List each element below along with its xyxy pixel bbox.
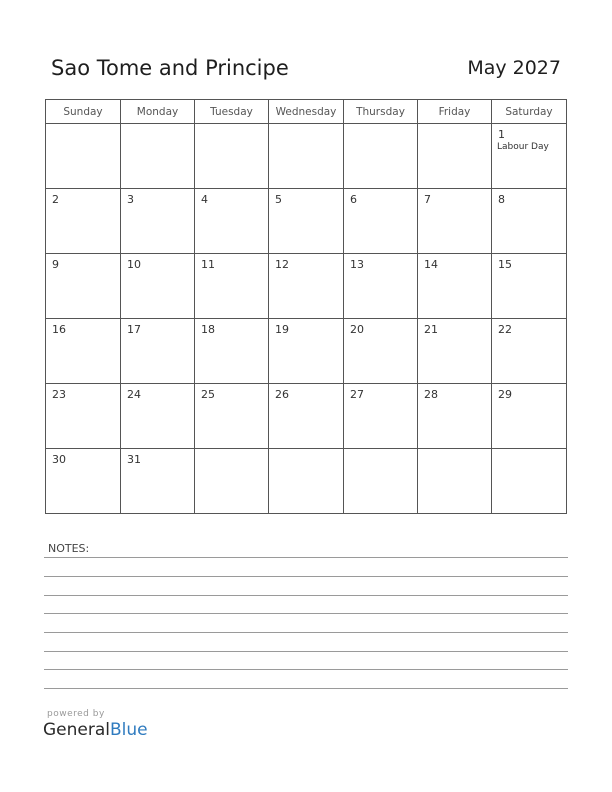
day-cell — [195, 319, 269, 384]
day-number: 18 — [201, 323, 215, 336]
day-cell — [121, 254, 195, 319]
day-number: 15 — [498, 258, 512, 271]
generalblue-logo[interactable] — [43, 720, 148, 740]
day-number: 9 — [52, 258, 59, 271]
day-cell — [418, 319, 492, 384]
day-cell — [46, 319, 121, 384]
day-number: 8 — [498, 193, 505, 206]
day-cell — [492, 124, 567, 189]
day-cell — [344, 189, 418, 254]
day-cell — [121, 449, 195, 514]
weekday-header-row — [46, 100, 567, 124]
week-row-1 — [46, 124, 567, 189]
day-number: 21 — [424, 323, 438, 336]
day-number — [344, 449, 417, 453]
day-cell — [121, 384, 195, 449]
powered-by-text: powered by — [47, 709, 105, 719]
day-cell — [46, 449, 121, 514]
day-cell — [121, 189, 195, 254]
day-number: 1 — [498, 128, 505, 141]
day-cell — [195, 124, 269, 189]
day-number — [46, 124, 120, 128]
day-number — [269, 449, 343, 453]
day-cell — [269, 319, 344, 384]
country-title: Sao Tome and Principe — [51, 56, 289, 80]
day-cell — [418, 189, 492, 254]
brand-blue-text: Blue — [110, 720, 148, 740]
weekday-friday: Friday — [418, 100, 492, 124]
week-row-2 — [46, 189, 567, 254]
day-number: 7 — [424, 193, 431, 206]
day-cell — [418, 384, 492, 449]
day-number: 27 — [350, 388, 364, 401]
day-number: 2 — [52, 193, 59, 206]
day-number: 5 — [275, 193, 282, 206]
day-cell — [344, 449, 418, 514]
note-line — [44, 651, 568, 652]
day-number — [418, 449, 491, 453]
day-cell — [269, 189, 344, 254]
note-line — [44, 595, 568, 596]
day-cell — [269, 384, 344, 449]
note-line — [44, 669, 568, 670]
day-number — [492, 449, 566, 453]
weekday-saturday: Saturday — [492, 100, 567, 124]
day-cell — [418, 449, 492, 514]
day-number: 16 — [52, 323, 66, 336]
day-cell — [492, 449, 567, 514]
day-cell — [195, 449, 269, 514]
day-number: 10 — [127, 258, 141, 271]
day-number: 28 — [424, 388, 438, 401]
day-cell — [46, 189, 121, 254]
note-line — [44, 557, 568, 558]
day-number: 12 — [275, 258, 289, 271]
month-title: May 2027 — [467, 57, 561, 79]
day-number: 11 — [201, 258, 215, 271]
day-cell — [46, 254, 121, 319]
day-cell — [492, 319, 567, 384]
day-number — [121, 124, 194, 128]
brand-general-text: General — [43, 720, 110, 740]
day-cell — [344, 254, 418, 319]
day-cell — [492, 254, 567, 319]
day-cell — [344, 384, 418, 449]
week-row-6 — [46, 449, 567, 514]
day-number: 17 — [127, 323, 141, 336]
day-number: 29 — [498, 388, 512, 401]
day-number: 3 — [127, 193, 134, 206]
day-number — [418, 124, 491, 128]
day-number — [269, 124, 343, 128]
calendar-grid — [45, 99, 567, 514]
day-cell — [195, 254, 269, 319]
day-number — [195, 124, 268, 128]
day-cell — [121, 124, 195, 189]
note-line — [44, 576, 568, 577]
day-cell — [269, 254, 344, 319]
weekday-thursday: Thursday — [344, 100, 418, 124]
day-number: 6 — [350, 193, 357, 206]
day-cell — [269, 124, 344, 189]
day-number: 4 — [201, 193, 208, 206]
week-row-5 — [46, 384, 567, 449]
day-number — [344, 124, 417, 128]
day-number: 31 — [127, 453, 141, 466]
weekday-wednesday: Wednesday — [269, 100, 344, 124]
day-number: 25 — [201, 388, 215, 401]
day-number: 13 — [350, 258, 364, 271]
day-cell — [46, 124, 121, 189]
note-line — [44, 632, 568, 633]
weekday-monday: Monday — [121, 100, 195, 124]
holiday-label: Labour Day — [497, 142, 549, 152]
weekday-sunday: Sunday — [46, 100, 121, 124]
week-row-4 — [46, 319, 567, 384]
day-cell — [195, 189, 269, 254]
day-number: 30 — [52, 453, 66, 466]
day-number — [195, 449, 268, 453]
day-number: 19 — [275, 323, 289, 336]
day-cell — [418, 124, 492, 189]
day-cell — [195, 384, 269, 449]
day-number: 22 — [498, 323, 512, 336]
day-number: 14 — [424, 258, 438, 271]
note-line — [44, 688, 568, 689]
day-number: 23 — [52, 388, 66, 401]
day-cell — [344, 319, 418, 384]
note-line — [44, 613, 568, 614]
weekday-tuesday: Tuesday — [195, 100, 269, 124]
day-cell — [269, 449, 344, 514]
notes-label: NOTES: — [48, 542, 90, 555]
day-cell — [344, 124, 418, 189]
day-number: 20 — [350, 323, 364, 336]
week-row-3 — [46, 254, 567, 319]
day-cell — [492, 189, 567, 254]
day-cell — [46, 384, 121, 449]
day-cell — [121, 319, 195, 384]
day-number: 26 — [275, 388, 289, 401]
day-cell — [492, 384, 567, 449]
day-cell — [418, 254, 492, 319]
day-number: 24 — [127, 388, 141, 401]
